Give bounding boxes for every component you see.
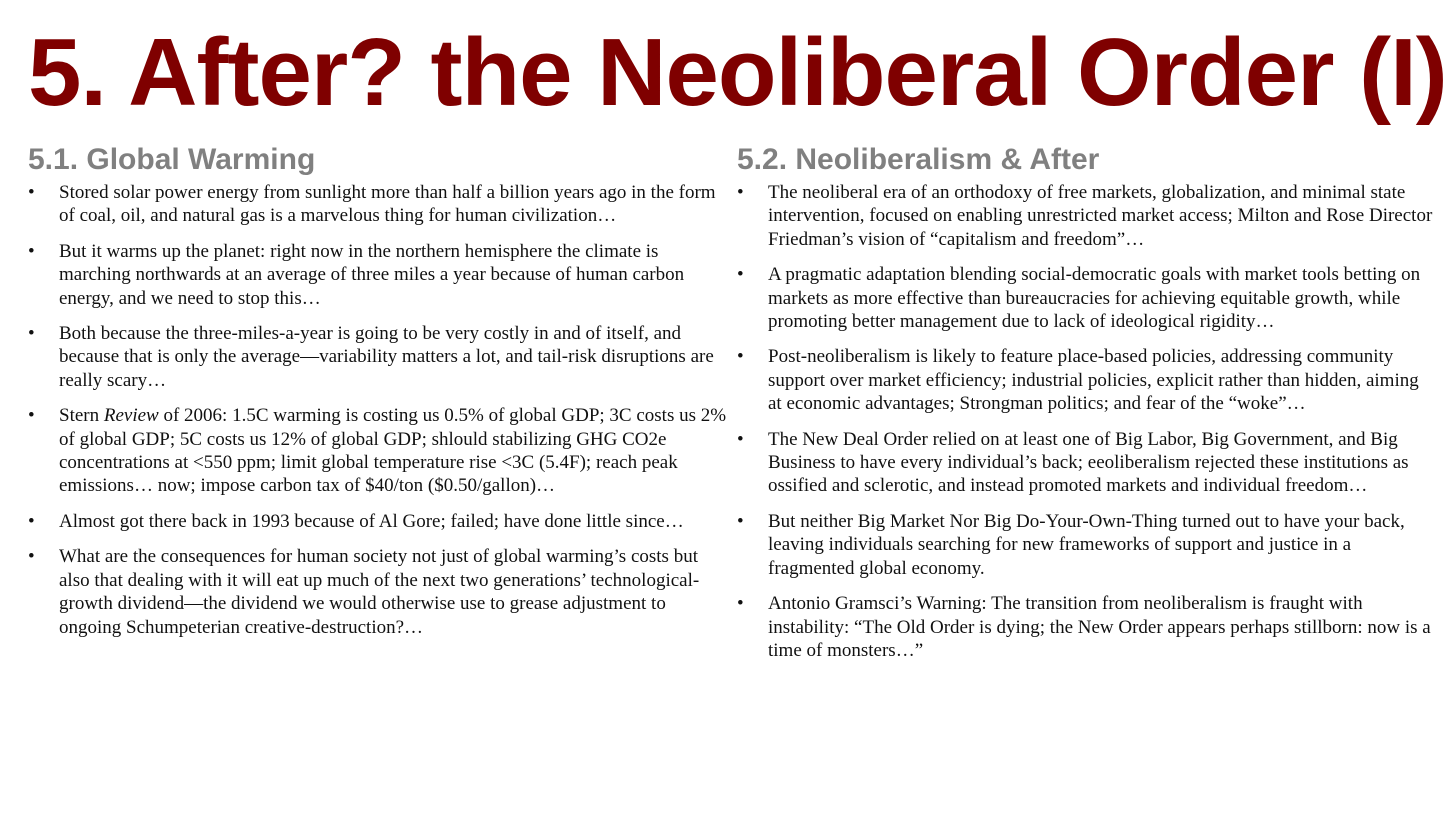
- list-item: [28, 322, 728, 392]
- bullet-text-emphasis: Review: [103, 405, 159, 427]
- bullet-text: The neoliberal era of an orthodoxy of free markets, globalization, and minimal state intervention, focused on enabling unrestricted market access; Milton and Rose Director Friedman’s vision of “capitalism and freedom”…: [768, 182, 1433, 250]
- bullet-list-global-warming: [28, 181, 728, 639]
- section-heading-neoliberalism: 5.2. Neoliberalism & After: [737, 143, 1100, 176]
- slide-title: 5. After? the Neoliberal Order (I): [28, 19, 1447, 126]
- bullet-icon: •: [737, 264, 744, 286]
- bullet-text-post: of 2006: 1.5C warming is costing us 0.5% of global GDP; 3C costs us 2% of global GDP; 5C costs us 12% of global GDP; shlould stabilizing GHG CO2e concentrations at <550 ppm; limit global temperature rise <3C (5.4F); reach peak emissions… now; impose carbon tax of $40/ton ($0.50/gallon)…: [59, 405, 727, 497]
- list-item: [737, 181, 1437, 251]
- column-neoliberalism: [737, 141, 1437, 674]
- bullet-icon: •: [737, 346, 744, 368]
- bullet-icon: •: [737, 182, 744, 203]
- bullet-text: Almost got there back in 1993 because of Al Gore; failed; have done little since…: [59, 510, 684, 532]
- bullet-text: Post-neoliberalism is likely to feature place-based policies, addressing community support over market efficiency; industrial policies, explicit rather than hidden, aiming at economic advantages; Strongman politics; and fear of the “woke”…: [768, 346, 1419, 415]
- bullet-text: Both because the three-miles-a-year is going to be very costly in and of itself, and because that is only the average—variability matters a lot, and tail-risk disruptions are really scary…: [59, 323, 714, 391]
- bullet-text: Antonio Gramsci’s Warning: The transition from neoliberalism is fraught with instability: “The Old Order is dying; the New Order appears perhaps stillborn: now is a time of monsters…”: [768, 593, 1431, 661]
- bullet-text-pre: Stern: [59, 405, 104, 427]
- list-item: [28, 545, 728, 639]
- bullet-list-neoliberalism: [737, 181, 1437, 662]
- bullet-text: The New Deal Order relied on at least one of Big Labor, Big Government, and Big Business to have every individual’s back; eeoliberalism rejected these institutions as ossified and sclerotic, and instead promoted markets and individual freedom…: [768, 428, 1409, 497]
- section-heading-global-warming: 5.1. Global Warming: [28, 143, 316, 176]
- bullet-text: A pragmatic adaptation blending social-democratic goals with market tools betting on markets as more effective than bureaucracies for achieving equitable growth, while promoting better management due to lack of ideological rigidity…: [768, 264, 1421, 333]
- bullet-icon: •: [28, 240, 35, 262]
- list-item: [737, 263, 1437, 333]
- bullet-icon: •: [28, 546, 35, 568]
- list-item: [737, 510, 1437, 580]
- bullet-icon: •: [737, 510, 744, 532]
- list-item: [28, 404, 728, 498]
- bullet-icon: •: [28, 323, 35, 345]
- list-item: [737, 345, 1437, 415]
- list-item: [28, 181, 728, 228]
- list-item: [737, 428, 1437, 498]
- bullet-text: But neither Big Market Nor Big Do-Your-Own-Thing turned out to have your back, leaving individuals searching for new frameworks of support and justice in a fragmented global economy.: [768, 510, 1405, 579]
- bullet-icon: •: [28, 182, 35, 203]
- list-item: [28, 240, 728, 310]
- bullet-icon: •: [737, 428, 744, 450]
- bullet-text: But it warms up the planet: right now in the northern hemisphere the climate is marching northwards at an average of three miles a year because of human carbon energy, and we need to stop this…: [59, 240, 685, 309]
- bullet-icon: •: [28, 405, 35, 427]
- column-global-warming: [28, 141, 728, 651]
- list-item: [737, 592, 1437, 662]
- bullet-text: What are the consequences for human society not just of global warming’s costs but also that dealing with it will eat up much of the next two generations’ technological-growth dividend—the dividend we would otherwise use to grease adjustment to ongoing Schumpeterian creative-destruction?…: [59, 546, 700, 638]
- bullet-text: [59, 405, 726, 496]
- bullet-icon: •: [28, 510, 35, 532]
- bullet-icon: •: [737, 593, 744, 615]
- list-item: [28, 510, 728, 533]
- bullet-text: Stored solar power energy from sunlight more than half a billion years ago in the form of coal, oil, and natural gas is a marvelous thing for human civilization…: [59, 182, 716, 227]
